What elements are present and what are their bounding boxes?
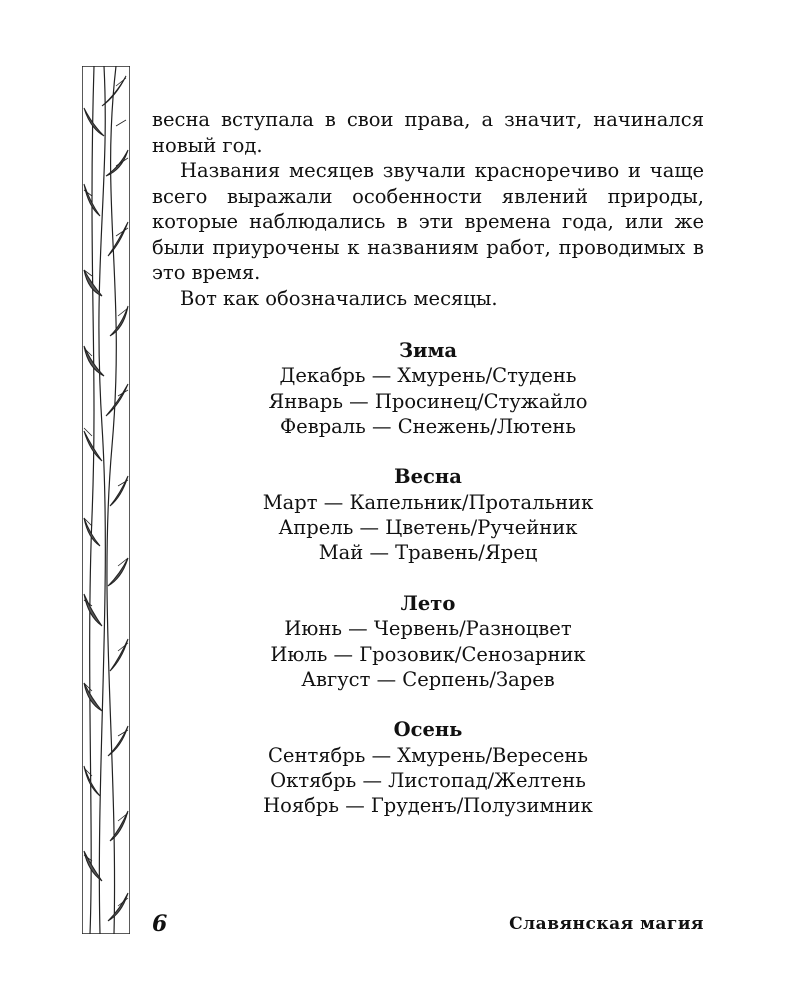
season-summer — [152, 591, 704, 692]
season-title: Осень — [393, 718, 463, 742]
month-line: Апрель — Цветень/Ручейник — [278, 516, 578, 540]
paragraph: Вот как обозначались месяцы. — [180, 286, 498, 310]
paragraph: Названия месяцев звучали красноречиво и чаще всего выражали особенности явлений природы, которые наблюдались в эти времена года, или же были приурочены к названиям работ, проводимых в это время. — [152, 159, 704, 284]
season-title: Лето — [400, 591, 456, 615]
month-line: Июнь — Червень/Разноцвет — [284, 617, 572, 641]
month-line: Ноябрь — Груденъ/Полузимник — [263, 794, 593, 818]
paragraph: весна вступала в свои права, а значит, начинался новый год. — [152, 108, 704, 157]
months-list — [152, 338, 704, 844]
month-line: Январь — Просинец/Стужайло — [268, 389, 588, 413]
month-line: Июль — Грозовик/Сенозарник — [270, 642, 586, 666]
botanical-border-icon — [82, 66, 130, 934]
month-line: Сентябрь — Хмурень/Вересень — [268, 743, 588, 767]
month-line: Декабрь — Хмурень/Студень — [279, 364, 577, 388]
season-title: Зима — [398, 339, 458, 362]
season-spring — [152, 464, 704, 565]
season-title: Весна — [394, 465, 462, 489]
month-line: Май — Травень/Ярец — [318, 541, 538, 565]
month-line: Февраль — Снежень/Лютень — [279, 414, 577, 438]
month-line: Март — Капельник/Протальник — [262, 490, 594, 514]
month-line: Октябрь — Листопад/Желтень — [270, 769, 586, 793]
body-text — [152, 107, 704, 311]
month-line: Август — Серпень/Зарев — [301, 667, 555, 691]
season-winter — [152, 338, 704, 439]
season-autumn — [152, 717, 704, 818]
page-number: 6 — [152, 911, 168, 937]
running-title: Славянская магия — [509, 914, 704, 934]
